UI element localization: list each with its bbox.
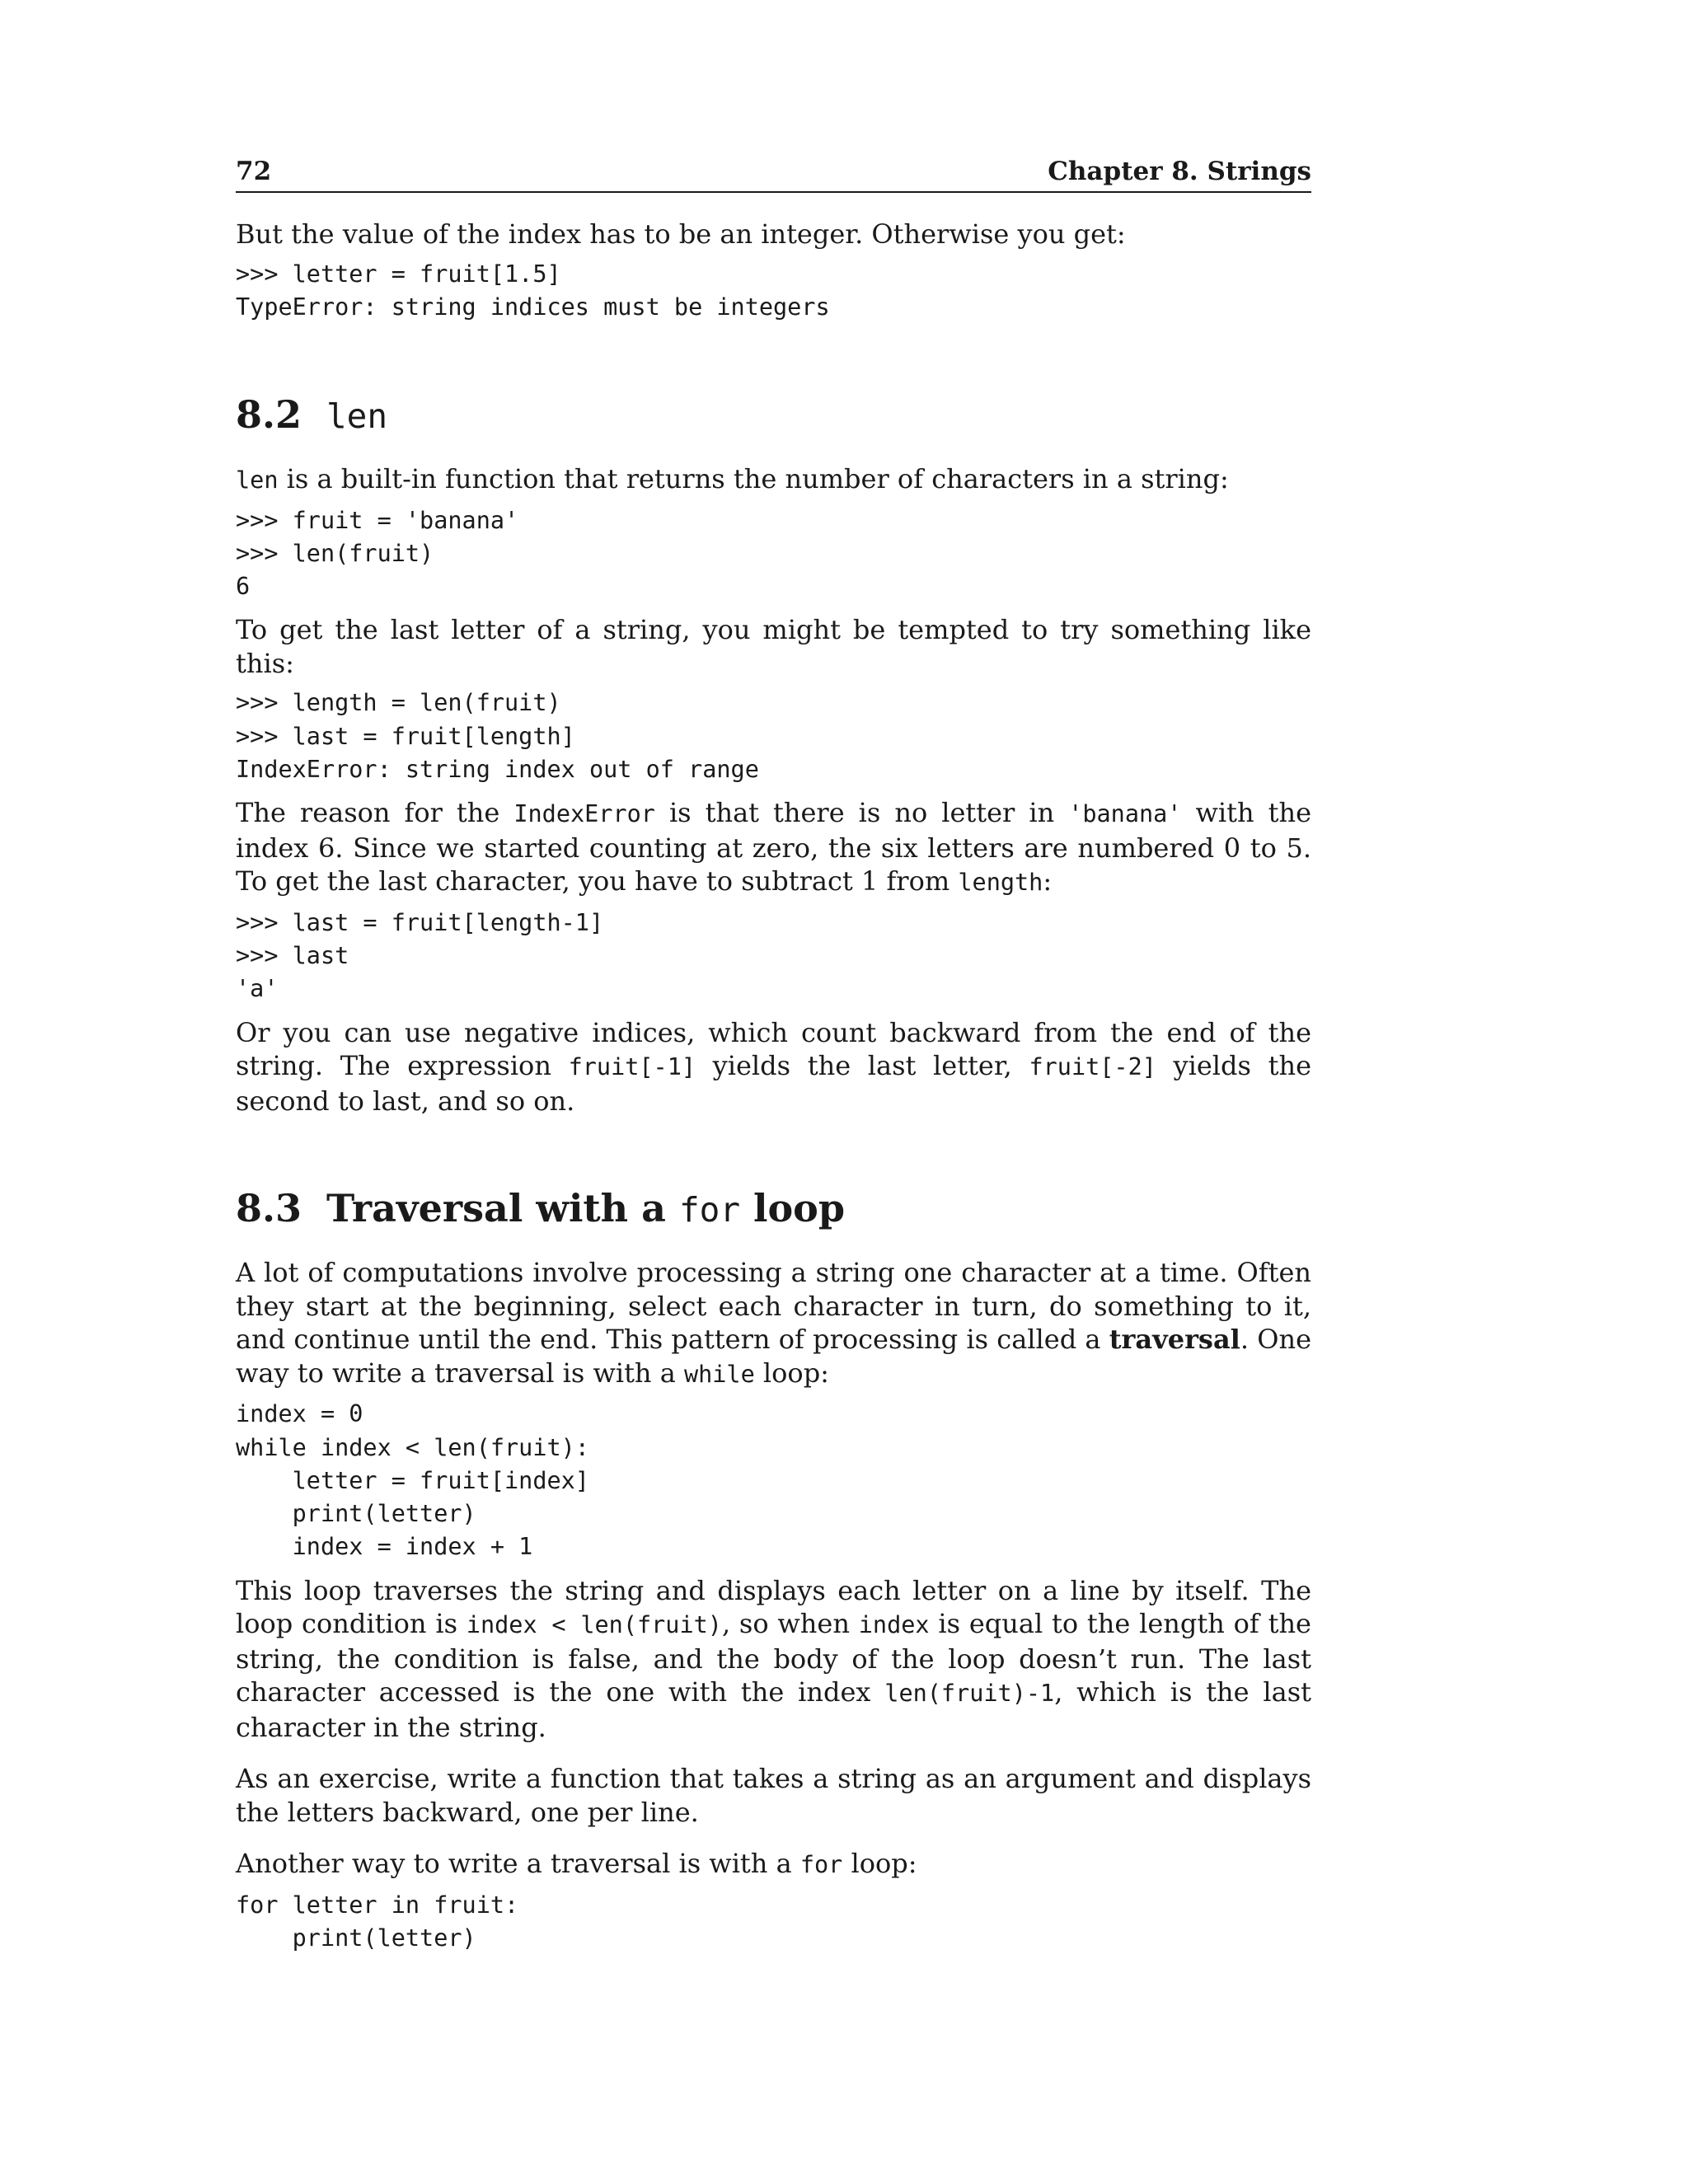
section-title-code: len [326,396,388,437]
paragraph: len is a built-in function that returns the number of characters in a string: [236,463,1229,495]
book-page [236,157,1311,1955]
term-traversal: traversal [1109,1324,1240,1356]
code-block-index-error: >>> length = len(fruit) >>> last = fruit[length] IndexError: string index out of range [236,689,759,784]
page-number: 72 [236,157,272,186]
paragraph: This loop traverses the string and displays each letter on a line by itself. The loop condition is index < len(fruit), so when index is equal to the length of the string, the condition is false, and the body of the loop doesn’t run. The last character accessed is the one with the index len(fruit)-1, which is the last character in the string. [236,1574,1312,1743]
code-block-len: >>> fruit = 'banana' >>> len(fruit) 6 [236,506,519,601]
section-heading-8-3: 8.3 Traversal with a for loop [236,1186,846,1231]
paragraph: Another way to write a traversal is with a for loop: [236,1848,917,1880]
chapter-title: Chapter 8. Strings [1048,157,1311,186]
paragraph: Or you can use negative indices, which count backward from the end of the string. The expression fruit[-1] yields the last letter, fruit[-2] yields the second to last, and so on. [236,1016,1312,1117]
intro-paragraph: But the value of the index has to be an integer. Otherwise you get: [236,218,1126,250]
code-block-while-loop: index = 0 while index < len(fruit): letter = fruit[index] print(letter) index = index + 1 [236,1400,589,1561]
section-number: 8.3 [236,1186,302,1231]
exercise-paragraph: As an exercise, write a function that takes a string as an argument and displays the letters backward, one per line. [236,1763,1311,1828]
code-block-for-loop: for letter in fruit: print(letter) [236,1891,519,1952]
running-head [236,157,1311,193]
code-block-last: >>> last = fruit[length-1] >>> last 'a' [236,908,604,1003]
section-number: 8.2 [236,392,302,438]
paragraph: A lot of computations involve processing a string one character at a time. Often they start at the beginning, select each character in turn, do something to it, and continue until the end. This pattern of processing is called a traversal. One way to write a traversal is with a while loop: [236,1257,1312,1389]
paragraph: The reason for the IndexError is that there is no letter in 'banana' with the index 6. Since we started counting at zero, the six letters are numbered 0 to 5. To get the last character, you have to subtract 1 from length: [236,797,1311,898]
section-heading-8-2 [236,391,1311,439]
paragraph: To get the last letter of a string, you might be tempted to try something like this: [236,614,1311,679]
code-block-type-error: >>> letter = fruit[1.5] TypeError: string indices must be integers [236,260,830,321]
